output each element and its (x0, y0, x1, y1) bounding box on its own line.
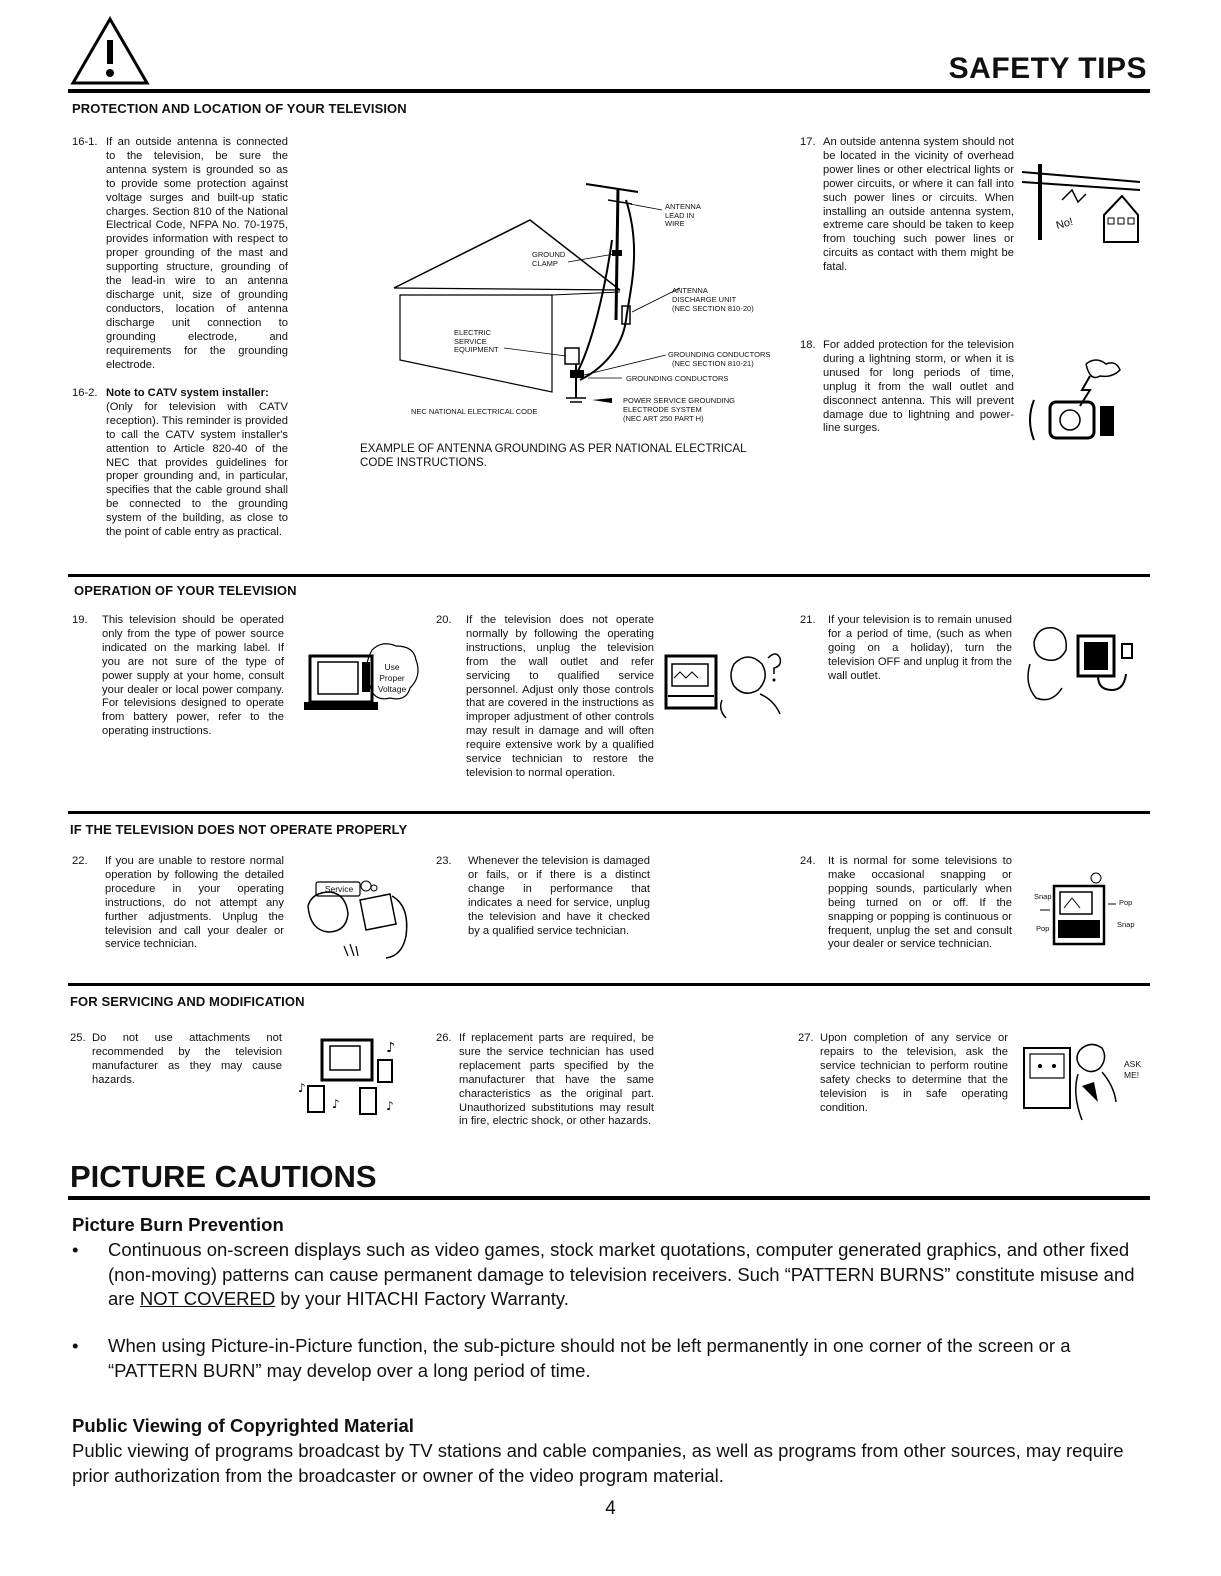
label-power-service-art: (NEC ART 250 PART H) (623, 414, 704, 423)
not-covered-underline: NOT COVERED (139, 1288, 276, 1309)
item-27 (798, 1032, 1008, 1115)
item-23 (436, 855, 650, 938)
ask-me-label: ASK ME! (1124, 1059, 1142, 1080)
item-number: 24. (800, 855, 816, 867)
service-bubble-text: Service (324, 884, 354, 894)
power-lines-house-icon (1022, 160, 1142, 250)
pop-label-2: Pop (1036, 924, 1050, 933)
label-discharge-unit: ANTENNA DISCHARGE UNIT (672, 286, 737, 304)
unplug-tv-icon (1018, 620, 1142, 704)
svg-text:♪: ♪ (298, 1081, 306, 1095)
diagram-caption: EXAMPLE OF ANTENNA GROUNDING AS PER NATIONAL ELECTRICAL CODE INSTRUCTIONS. (360, 442, 747, 469)
item-title: Note to CATV system installer: (106, 387, 269, 399)
item-number: 16-1. (72, 136, 98, 148)
item-text: (Only for television with CATV reception). This reminder is provided to call the CATV system installer's attention to Article 820-40 of the NEC that provides guidelines for proper grounding and, in particular, specifies that the cable ground shall be connected to the grounding system of the building, as close to the point of cable entry as practical. (106, 400, 288, 539)
svg-text:♪: ♪ (332, 1097, 340, 1111)
item-22 (72, 855, 284, 952)
service-call-icon (300, 866, 420, 962)
section-rule-servicing (68, 983, 1150, 986)
item-text: If the television does not operate normally by following the operating instructions, unplug the television from the wall outlet and refer servicing to qualified service personnel. Adjust only those controls that are covered in the instructions as improper adjustment of other controls may result in damage and will often require extensive work by a qualified service technician to restore the television to normal operation. (466, 614, 654, 779)
bullet-2-marker: • (72, 1335, 79, 1356)
picture-cautions-rule (68, 1196, 1150, 1200)
bullet-1-text: Continuous on-screen displays such as video games, stock market quotations, computer generated graphics, and other fixed (non-moving) patterns can cause permanent damage to television receivers. Such “PATTERN BURNS” constitute misuse and are NOT COVERED by your HITACHI Factory Warranty. (108, 1239, 1135, 1309)
item-number: 16-2. (72, 387, 98, 399)
item-text: If you are unable to restore normal operation by following the detailed procedure in your operating instructions, do not attempt any further adjustments. Unplug the television and call your dealer or service technician. (105, 855, 284, 951)
item-16-2 (72, 387, 288, 540)
label-grounding-section: (NEC SECTION 810-21) (672, 359, 754, 368)
item-number: 25. (70, 1032, 86, 1044)
section-heading-servicing: FOR SERVICING AND MODIFICATION (70, 994, 305, 1009)
item-18 (800, 339, 1014, 436)
tv-attachments-icon (296, 1032, 414, 1118)
item-19 (72, 614, 284, 739)
label-discharge-section: (NEC SECTION 810-20) (672, 304, 754, 313)
item-text: It is normal for some televisions to make occasional snapping or popping sounds, particularly when being turned on or off. If the snapping or popping is continuous or frequent, unplug the set and consult your dealer or service technician. (828, 855, 1012, 951)
voltage-bubble-text: Use Proper Voltage (377, 662, 407, 694)
label-grounding-conductors-2: GROUNDING CONDUCTORS (626, 374, 729, 383)
item-text: Do not use attachments not recommended by the television manufacturer as they may cause hazards. (92, 1032, 282, 1086)
item-17 (800, 136, 1014, 275)
pop-label: Pop (1119, 898, 1133, 907)
page-title: SAFETY TIPS (948, 52, 1147, 85)
picture-cautions-title: PICTURE CAUTIONS (70, 1159, 377, 1194)
snap-label: Snap (1034, 892, 1052, 901)
svg-text:♪: ♪ (386, 1040, 395, 1056)
item-16-1 (72, 136, 288, 372)
item-number: 17. (800, 136, 816, 148)
item-text: If replacement parts are required, be sure the service technician has used replacement parts specified by the manufacturer that have the same characteristics as the original part. Unauthorized substitutions may result in fire, electric shock, or other hazards. (459, 1032, 654, 1128)
copyright-heading: Public Viewing of Copyrighted Material (72, 1415, 414, 1436)
item-number: 18. (800, 339, 816, 351)
label-grounding-conductors: GROUNDING CONDUCTORS (668, 350, 771, 359)
label-nec-code: NEC NATIONAL ELECTRICAL CODE (411, 407, 538, 416)
section-heading-not-operate: IF THE TELEVISION DOES NOT OPERATE PROPERLY (70, 822, 408, 837)
bullet-2-text: When using Picture-in-Picture function, the sub-picture should not be left permanently in one corner of the screen or a “PATTERN BURN” may develop over a long period of time. (108, 1335, 1071, 1381)
section-heading-protection: PROTECTION AND LOCATION OF YOUR TELEVISION (72, 101, 407, 116)
item-text: For added protection for the television during a lightning storm, or when it is unused for long periods of time, unplug it from the wall outlet and disconnect antenna. This will prevent damage due to lightning and power-line surges. (823, 339, 1014, 435)
technician-ask-icon (1020, 1036, 1130, 1128)
section-rule-not-operate (68, 811, 1150, 814)
label-ground-clamp: GROUND CLAMP (532, 250, 566, 268)
item-21 (800, 614, 1012, 684)
label-electric-equipment: ELECTRIC SERVICE EQUIPMENT (454, 328, 499, 354)
tv-technician-icon (664, 644, 794, 728)
lightning-tv-icon (1026, 356, 1126, 442)
item-number: 27. (798, 1032, 814, 1044)
item-number: 26. (436, 1032, 452, 1044)
header-rule (68, 89, 1150, 93)
label-antenna-lead: ANTENNA LEAD IN WIRE (665, 202, 701, 228)
item-number: 21. (800, 614, 816, 626)
warning-triangle-icon (70, 16, 150, 86)
svg-text:♪: ♪ (386, 1099, 394, 1113)
item-text: An outside antenna system should not be located in the vicinity of overhead power lines or other electrical lights or power circuits, or where it can fall into such power lines or circuits. When installing an outside antenna system, extreme care should be taken to keep from touching such power lines or circuits as contact with them might be fatal. (823, 136, 1014, 274)
item-number: 19. (72, 614, 88, 626)
item-26 (436, 1032, 654, 1129)
bullet-1-marker: • (72, 1239, 79, 1260)
item-text: If an outside antenna is connected to the television, be sure the antenna system is grounded so as to provide some protection against voltage surges and built-up static charges. Section 810 of the National Electrical Code, NFPA No. 70-1975, provides information with respect to proper grounding of the mast and supporting structure, grounding of the lead-in wire to an antenna discharge unit, size of grounding conductors, location of antenna discharge unit connection to grounding electrode, and requirements for the grounding electrode. (106, 136, 288, 371)
item-number: 22. (72, 855, 88, 867)
item-text: If your television is to remain unused for a period of time, (such as when going on a holiday), turn the television OFF and unplug it from the wall outlet. (828, 614, 1012, 682)
section-heading-operation: OPERATION OF YOUR TELEVISION (74, 583, 297, 598)
item-text: Upon completion of any service or repairs to the television, ask the service technician to perform routine safety checks to determine that the television is in safe operating condition. (820, 1032, 1008, 1114)
copyright-text: Public viewing of programs broadcast by TV stations and cable companies, as well as programs from other sources, may require prior authorization from the broadcaster or owner of the video program material. (72, 1440, 1124, 1486)
page-number: 4 (605, 1498, 616, 1519)
no-label: No! (1054, 215, 1075, 233)
item-number: 20. (436, 614, 452, 626)
item-text: Whenever the television is damaged or fails, or if there is a distinct change in performance that indicates a need for service, unplug the television and have it checked by a qualified service technician. (468, 855, 650, 937)
section-rule-operation (68, 574, 1150, 577)
label-power-service: POWER SERVICE GROUNDING ELECTRODE SYSTEM (623, 396, 735, 414)
snap-pop-tv-icon (1036, 870, 1120, 950)
burn-prevention-heading: Picture Burn Prevention (72, 1214, 284, 1235)
item-number: 23. (436, 855, 452, 867)
item-25 (70, 1032, 282, 1088)
snap-label-2: Snap (1117, 920, 1135, 929)
item-20 (436, 614, 654, 781)
item-24 (800, 855, 1012, 952)
item-text: This television should be operated only from the type of power source indicated on the marking label. If you are not sure of the type of power supply at your home, consult your dealer or local power company. For televisions designed to operate from battery power, refer to the operating instructions. (102, 614, 284, 738)
